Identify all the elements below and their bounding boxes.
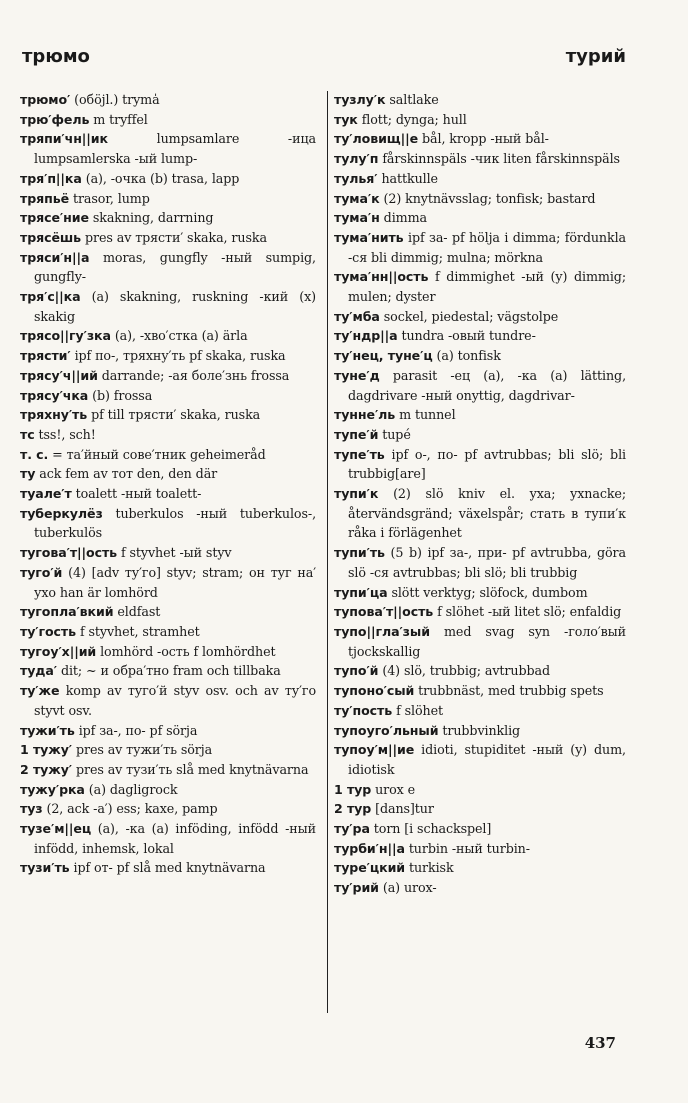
running-head-left: трюмо bbox=[22, 46, 90, 67]
entry-headword: тузлу′к bbox=[334, 92, 386, 107]
entry-definition: torn [i schackspel] bbox=[373, 821, 492, 837]
dictionary-entry bbox=[20, 445, 316, 465]
dictionary-entry bbox=[20, 169, 316, 189]
entry-definition: tupé bbox=[382, 426, 411, 442]
entry-definition: (a), -ка (a) inföding, infödd -ный infödd, inhemsk, lokal bbox=[34, 821, 316, 856]
dictionary-entry bbox=[20, 326, 316, 346]
entry-definition: (a) dagligrock bbox=[88, 781, 178, 797]
entry-headword: ту′мба bbox=[334, 308, 380, 324]
entry-definition: moras, gungfly -ный sumpig, gungfly- bbox=[34, 249, 316, 285]
entry-definition: (4) [adv ту′го] styv; stram; он туг на′ ухо han är lomhörd bbox=[34, 564, 316, 600]
entry-headword: трю′фель bbox=[20, 111, 90, 127]
entry-headword: 2 тур bbox=[334, 801, 372, 817]
entry-definition: pres av трясти′ skaka, ruska bbox=[84, 229, 267, 245]
dictionary-entry bbox=[334, 839, 626, 859]
entry-definition: med svag syn -голо′вый tjockskallig bbox=[348, 623, 626, 659]
entry-definition: skakning, darrning bbox=[92, 210, 214, 226]
dictionary-entry bbox=[334, 701, 626, 721]
entry-headword: ту′нец, туне′ц bbox=[334, 348, 433, 364]
dictionary-entry bbox=[334, 484, 626, 543]
entry-headword: тупо||гла′зый bbox=[334, 623, 430, 639]
dictionary-entry bbox=[334, 346, 626, 366]
entry-headword: трясе′ние bbox=[20, 210, 89, 226]
entry-headword: 1 тур bbox=[334, 781, 372, 797]
dictionary-entry bbox=[334, 445, 626, 484]
entry-definition: hattkulle bbox=[381, 170, 438, 186]
entry-definition: (a), -очка (b) trasa, lapp bbox=[85, 170, 240, 186]
entry-definition: m tryffel bbox=[93, 111, 148, 127]
entry-headword: трясо||гу′зка bbox=[20, 328, 111, 344]
entry-headword: туне′д bbox=[334, 367, 380, 383]
entry-definition: trubbvinklig bbox=[442, 722, 521, 738]
entry-definition: parasit -ец (a), -ка (a) lätting, dagdrivare -ный onyttig, dagdrivar- bbox=[348, 367, 627, 403]
dictionary-entry bbox=[334, 878, 626, 898]
entry-headword: ту′ндр||а bbox=[334, 328, 398, 344]
dictionary-entry bbox=[334, 543, 626, 582]
dictionary-entry bbox=[20, 208, 316, 228]
entry-headword: туда′ bbox=[20, 663, 57, 679]
entry-headword: тряхну′ть bbox=[20, 407, 88, 423]
dictionary-entry bbox=[20, 858, 316, 878]
entry-definition: lomhörd -ость f lomhördhet bbox=[100, 643, 276, 659]
entry-headword: трясу′чка bbox=[20, 387, 89, 403]
entry-headword: тузе′м||ец bbox=[20, 821, 92, 837]
dictionary-entry bbox=[20, 681, 316, 720]
dictionary-entry bbox=[334, 326, 626, 346]
entry-headword: тужи′ть bbox=[20, 722, 75, 738]
entry-definition: pres av тужи′ть sörja bbox=[75, 742, 213, 758]
dictionary-entry bbox=[334, 780, 626, 800]
entry-definition: [dans]tur bbox=[375, 801, 434, 817]
dictionary-entry bbox=[20, 287, 316, 326]
entry-headword: тук bbox=[334, 111, 358, 127]
entry-headword: тупоно′сый bbox=[334, 683, 415, 699]
dictionary-entry bbox=[334, 228, 626, 267]
entry-headword: тупова′т||ость bbox=[334, 604, 434, 620]
entry-definition: f slöhet bbox=[396, 702, 443, 718]
dictionary-entry bbox=[20, 661, 316, 681]
entry-headword: 2 тужу′ bbox=[20, 761, 73, 777]
entry-definition: tundra -овый tundre- bbox=[401, 328, 536, 344]
entry-headword: ту bbox=[20, 466, 36, 482]
entry-definition: bål, kropp -ный bål- bbox=[422, 131, 549, 147]
entry-definition: m tunnel bbox=[399, 407, 456, 423]
dictionary-entry bbox=[20, 642, 316, 662]
entry-definition: trasor, lump bbox=[72, 190, 150, 206]
dictionary-entry bbox=[20, 602, 316, 622]
dictionary-entry bbox=[334, 721, 626, 741]
dictionary-entry bbox=[334, 799, 626, 819]
dictionary-entry bbox=[20, 425, 316, 445]
dictionary-entry bbox=[334, 425, 626, 445]
entry-headword: тума′нн||ость bbox=[334, 269, 429, 285]
entry-definition: (4) slö, trubbig; avtrubbad bbox=[382, 663, 550, 679]
entry-headword: тунне′ль bbox=[334, 407, 396, 423]
dictionary-entry bbox=[20, 721, 316, 741]
entry-definition: dit; ~ и обра′тно fram och tillbaka bbox=[60, 663, 281, 679]
left-column bbox=[20, 90, 316, 878]
entry-headword: тупе′ть bbox=[334, 446, 385, 462]
dictionary-entry bbox=[20, 366, 316, 386]
entry-headword: туале′т bbox=[20, 486, 72, 502]
dictionary-entry bbox=[334, 622, 626, 661]
dictionary-entry bbox=[334, 189, 626, 209]
entry-definition: (2) knytnävsslag; tonfisk; bastard bbox=[383, 190, 596, 206]
entry-definition: slött verktyg; slöfock, dumbom bbox=[391, 584, 588, 600]
entry-definition: ipf за- pf hölja i dimma; fördunkla -ся bli dimmig; mulna; mörkna bbox=[348, 229, 626, 265]
dictionary-entry bbox=[334, 681, 626, 701]
entry-definition: (b) frossa bbox=[92, 387, 153, 403]
entry-definition: eldfast bbox=[117, 604, 161, 620]
entry-headword: туз bbox=[20, 801, 43, 817]
dictionary-entry bbox=[20, 760, 316, 780]
entry-headword: тря′с||ка bbox=[20, 289, 81, 305]
dictionary-entry bbox=[20, 90, 316, 110]
entry-definition: (a) skakning, ruskning -кий (x) skakig bbox=[34, 289, 316, 324]
dictionary-entry bbox=[20, 780, 316, 800]
entry-definition: = та′йный сове′тник geheimeråd bbox=[52, 446, 266, 462]
entry-headword: тс bbox=[20, 426, 35, 442]
dictionary-entry bbox=[20, 129, 316, 168]
entry-definition: turbin -ный turbin- bbox=[408, 840, 530, 856]
page-number: 437 bbox=[584, 1034, 616, 1052]
entry-headword: тума′н bbox=[334, 210, 380, 226]
entry-definition: ack fem av тот den, den där bbox=[39, 466, 218, 482]
entry-headword: тугоу′х||ий bbox=[20, 643, 97, 659]
entry-definition: trubbnäst, med trubbig spets bbox=[418, 683, 604, 699]
dictionary-entry bbox=[20, 228, 316, 248]
dictionary-entry bbox=[334, 307, 626, 327]
entry-definition: f styvhet -ый styv bbox=[120, 545, 232, 561]
entry-definition: (a), -хво′стка (a) ärla bbox=[114, 328, 248, 344]
entry-definition: idioti, stupiditet -ный (y) dum, idiotisk bbox=[348, 742, 626, 777]
entry-definition: (2, ack -а′) ess; kaxe, pamp bbox=[46, 801, 218, 817]
dictionary-entry bbox=[334, 661, 626, 681]
entry-definition: fårskinnspäls -чик liten fårskinnspäls bbox=[382, 151, 620, 167]
entry-headword: трясу′ч||ий bbox=[20, 367, 98, 383]
entry-headword: тузи′ть bbox=[20, 860, 70, 876]
dictionary-entry bbox=[334, 110, 626, 130]
entry-headword: тряпи′чн||ик bbox=[20, 131, 108, 147]
entry-headword: трюмо′ bbox=[20, 92, 71, 107]
entry-headword: т. с. bbox=[20, 446, 49, 462]
entry-headword: ту′гость bbox=[20, 623, 76, 639]
entry-headword: тума′к bbox=[334, 190, 380, 206]
entry-definition: (5 b) ipf за-, при- pf avtrubba, göra slö -ся avtrubbas; bli slö; bli trubbig bbox=[348, 545, 626, 580]
entry-headword: тугова′т||ость bbox=[20, 545, 118, 561]
entry-headword: тря′п||ка bbox=[20, 170, 82, 186]
entry-headword: тугопла′вкий bbox=[20, 604, 114, 620]
entry-headword: тупи′ть bbox=[334, 545, 385, 561]
dictionary-entry bbox=[334, 129, 626, 149]
dictionary-entry bbox=[20, 740, 316, 760]
dictionary-entry bbox=[334, 267, 626, 306]
entry-headword: тума′нить bbox=[334, 229, 404, 245]
dictionary-entry bbox=[334, 366, 626, 405]
dictionary-entry bbox=[334, 169, 626, 189]
dictionary-entry bbox=[20, 563, 316, 602]
entry-headword: тулья′ bbox=[334, 170, 378, 186]
dictionary-entry bbox=[334, 583, 626, 603]
dictionary-entry bbox=[20, 622, 316, 642]
entry-definition: (2) slö kniv el. yxa; yxnacke; återvändsgränd; växelspår; стать в тупи′к råka i förlägenhet bbox=[348, 486, 627, 541]
dictionary-entry bbox=[20, 248, 316, 287]
dictionary-entry bbox=[20, 484, 316, 504]
dictionary-entry bbox=[20, 346, 316, 366]
dictionary-entry bbox=[20, 464, 316, 484]
entry-definition: (a) tonfisk bbox=[436, 348, 501, 364]
entry-headword: трясёшь bbox=[20, 229, 82, 245]
dictionary-entry bbox=[334, 819, 626, 839]
entry-headword: ту′рий bbox=[334, 880, 379, 896]
entry-definition: pf till трясти′ skaka, ruska bbox=[91, 407, 261, 423]
dictionary-entry bbox=[334, 405, 626, 425]
entry-definition: tss!, sch! bbox=[38, 426, 96, 442]
entry-definition: flott; dynga; hull bbox=[361, 111, 467, 127]
entry-definition: (a) urox- bbox=[382, 880, 437, 896]
dictionary-entry bbox=[20, 405, 316, 425]
entry-definition: sockel, piedestal; vägstolpe bbox=[383, 308, 559, 324]
dictionary-entry bbox=[20, 110, 316, 130]
dictionary-entry bbox=[334, 208, 626, 228]
dictionary-entry bbox=[20, 189, 316, 209]
dictionary-entry bbox=[20, 543, 316, 563]
dictionary-entry bbox=[334, 740, 626, 779]
entry-headword: тупо′й bbox=[334, 663, 379, 679]
entry-definition: ipf по-, тряхну′ть pf skaka, ruska bbox=[74, 348, 286, 364]
entry-definition: darrande; -ая боле′знь frossa bbox=[101, 367, 290, 383]
entry-definition: ipf за-, по- pf sörja bbox=[78, 722, 198, 738]
entry-definition: komp av туго′й styv osv. och av ту′го styvt osv. bbox=[34, 683, 317, 718]
entry-definition: dimma bbox=[383, 210, 427, 226]
entry-headword: тужу′рка bbox=[20, 781, 85, 797]
entry-definition: tuberkulos -ный tuberkulos-, tuberkulös bbox=[34, 505, 317, 541]
entry-definition: saltlake bbox=[389, 92, 439, 107]
dictionary-entry bbox=[20, 799, 316, 819]
entry-headword: тупи′ца bbox=[334, 584, 388, 600]
dictionary-entry bbox=[334, 90, 626, 110]
entry-headword: тряси′н||а bbox=[20, 249, 90, 265]
entry-definition: pres av тузи′ть slå med knytnävarna bbox=[75, 761, 309, 777]
dictionary-entry bbox=[20, 819, 316, 858]
entry-definition: (обöjl.) tryma̍ bbox=[74, 92, 160, 107]
dictionary-entry bbox=[20, 504, 316, 543]
entry-headword: тупоуго′льный bbox=[334, 722, 439, 738]
entry-headword: туго′й bbox=[20, 564, 63, 580]
dictionary-entry bbox=[334, 602, 626, 622]
entry-definition: ipf о-, по- pf avtrubbas; bli slö; bli trubbig[are] bbox=[348, 446, 626, 482]
entry-headword: туберкулёз bbox=[20, 505, 103, 521]
dictionary-entry bbox=[334, 149, 626, 169]
entry-headword: тупоу′м||ие bbox=[334, 742, 415, 758]
entry-headword: тупи′к bbox=[334, 486, 379, 502]
entry-definition: turkisk bbox=[408, 860, 454, 876]
entry-headword: ту′ловищ||е bbox=[334, 131, 419, 147]
entry-headword: туре′цкий bbox=[334, 860, 406, 876]
entry-definition: urox e bbox=[375, 781, 416, 797]
dictionary-entry bbox=[334, 858, 626, 878]
entry-headword: турби′н||а bbox=[334, 840, 405, 856]
entry-headword: трясти′ bbox=[20, 348, 71, 364]
entry-headword: тряпьё bbox=[20, 190, 70, 206]
column-divider bbox=[327, 91, 328, 1013]
dictionary-entry bbox=[20, 386, 316, 406]
entry-headword: ту′ра bbox=[334, 821, 370, 837]
running-head-right: турий bbox=[565, 46, 626, 67]
entry-headword: 1 тужу′ bbox=[20, 742, 73, 758]
entry-definition: lumpsamlare -ица lumpsamlerska -ый lump- bbox=[34, 131, 316, 167]
entry-headword: тупе′й bbox=[334, 426, 379, 442]
entry-headword: тулу′п bbox=[334, 151, 379, 167]
entry-definition: toalett -ный toalett- bbox=[75, 486, 202, 502]
entry-headword: ту′же bbox=[20, 683, 60, 699]
entry-definition: f styvhet, stramhet bbox=[79, 623, 200, 639]
entry-headword: ту′пость bbox=[334, 702, 393, 718]
entry-definition: f slöhet -ый litet slö; enfaldig bbox=[437, 604, 622, 620]
entry-definition: ipf от- pf slå med knytnävarna bbox=[73, 860, 266, 876]
entry-definition: f dimmighet -ый (y) dimmig; mulen; dyster bbox=[348, 269, 626, 305]
right-column bbox=[334, 90, 626, 898]
